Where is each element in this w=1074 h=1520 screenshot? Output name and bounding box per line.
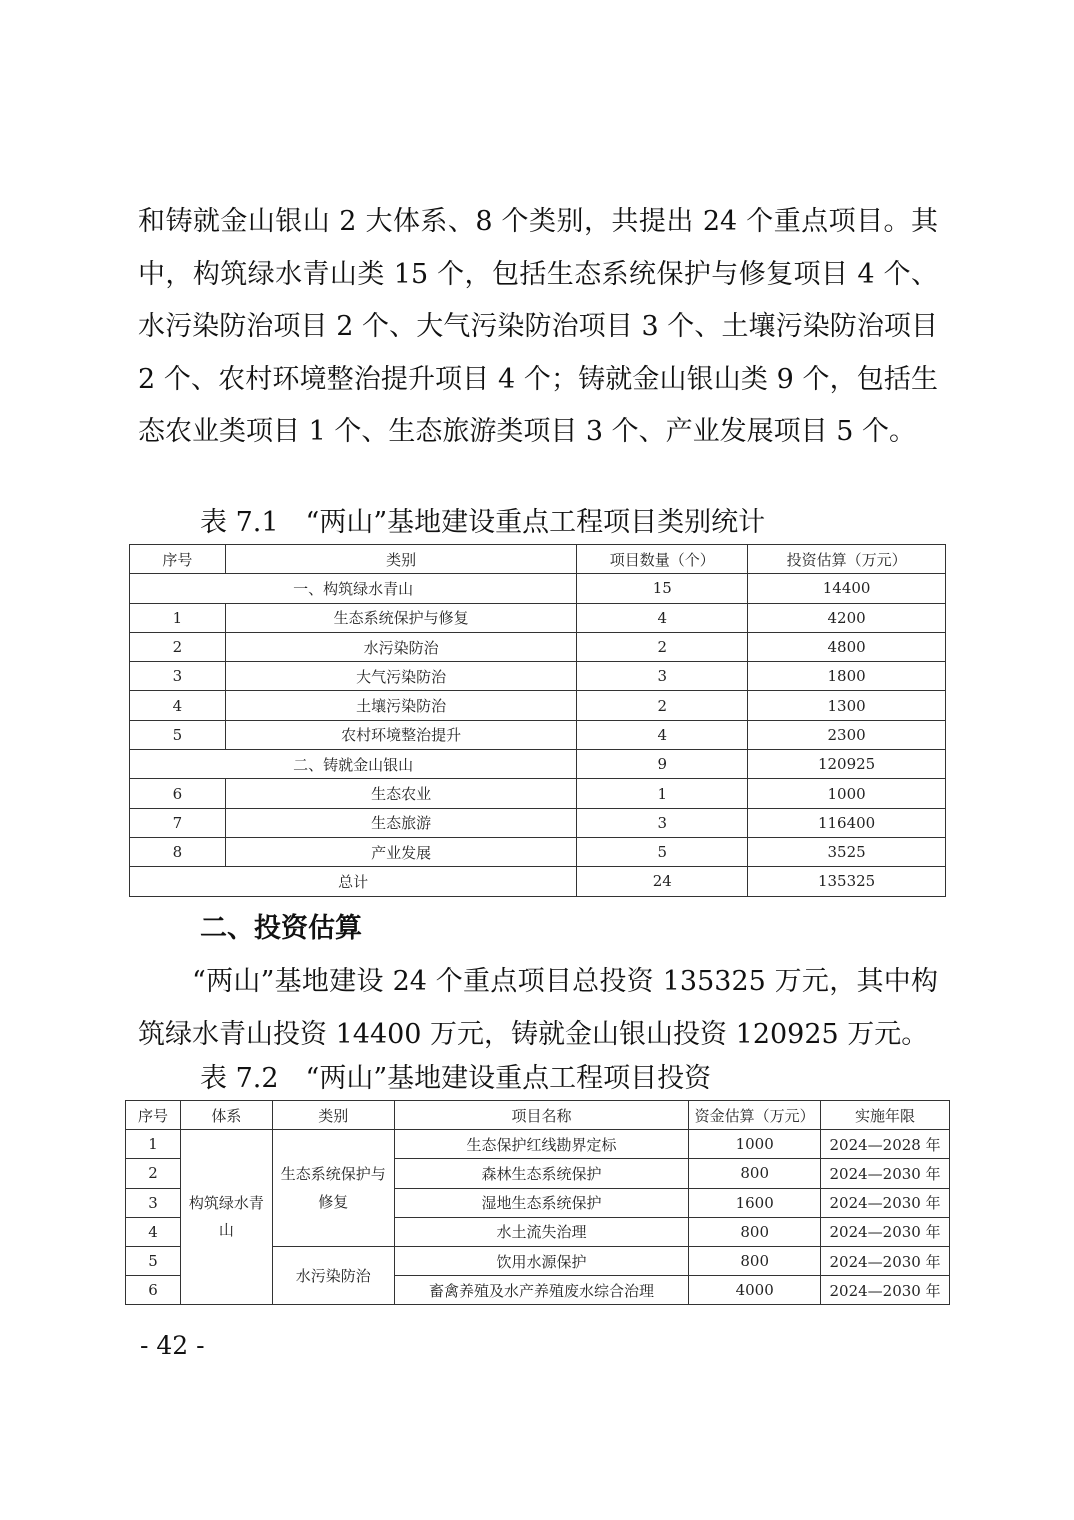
row-count: 2 [577, 632, 748, 661]
project-fund: 800 [689, 1159, 821, 1188]
page-number: - 42 - [140, 1331, 205, 1360]
table-row [130, 837, 946, 866]
row-no: 3 [126, 1188, 181, 1217]
header-cell: 体系 [180, 1101, 272, 1130]
investment-paragraph: “两山”基地建设 24 个重点项目总投资 135325 万元，其中构筑绿水青山投资 14400 万元，铸就金山银山投资 120925 万元。 [138, 966, 938, 1050]
header-cell: 序号 [126, 1101, 181, 1130]
row-category: 土壤污染防治 [225, 691, 577, 720]
row-count: 3 [577, 662, 748, 691]
row-no: 7 [130, 808, 226, 837]
header-cell: 类别 [272, 1101, 394, 1130]
table2-caption: 表 7.2 “两山”基地建设重点工程项目投资 [200, 1063, 712, 1094]
row-invest: 116400 [748, 808, 946, 837]
row-category: 农村环境整治提升 [225, 720, 577, 749]
group-row [130, 750, 946, 779]
project-investment-table [125, 1100, 950, 1305]
section-heading: 二、投资估算 [200, 913, 362, 944]
project-name: 生态保护红线勘界定标 [394, 1130, 689, 1159]
group-label: 一、构筑绿水青山 [130, 574, 577, 603]
row-category: 产业发展 [225, 837, 577, 866]
row-category: 生态旅游 [225, 808, 577, 837]
row-invest: 2300 [748, 720, 946, 749]
project-fund: 4000 [689, 1276, 821, 1305]
group-label: 二、铸就金山银山 [130, 750, 577, 779]
header-cell: 项目名称 [394, 1101, 689, 1130]
group-invest: 120925 [748, 750, 946, 779]
row-count: 4 [577, 603, 748, 632]
row-invest: 3525 [748, 837, 946, 866]
category-cell: 生态系统保护与修复 [272, 1130, 394, 1247]
table-header-row [130, 545, 946, 574]
row-no: 4 [130, 691, 226, 720]
project-name: 畜禽养殖及水产养殖废水综合治理 [394, 1276, 689, 1305]
table-row [130, 808, 946, 837]
row-invest: 4200 [748, 603, 946, 632]
group-invest: 14400 [748, 574, 946, 603]
row-count: 5 [577, 837, 748, 866]
table-row [130, 632, 946, 661]
table-row [130, 779, 946, 808]
total-row [130, 867, 946, 896]
project-fund: 800 [689, 1217, 821, 1246]
project-period: 2024—2030 年 [821, 1217, 950, 1246]
row-category: 大气污染防治 [225, 662, 577, 691]
project-period: 2024—2030 年 [821, 1159, 950, 1188]
category-stats-table [129, 544, 946, 897]
row-no: 2 [130, 632, 226, 661]
category-cell: 水污染防治 [272, 1246, 394, 1304]
table-row [130, 691, 946, 720]
row-invest: 4800 [748, 632, 946, 661]
row-count: 4 [577, 720, 748, 749]
row-count: 3 [577, 808, 748, 837]
total-count: 24 [577, 867, 748, 896]
row-invest: 1300 [748, 691, 946, 720]
header-cell: 类别 [225, 545, 577, 574]
group-row [130, 574, 946, 603]
project-name: 饮用水源保护 [394, 1246, 689, 1275]
row-invest: 1800 [748, 662, 946, 691]
project-fund: 1000 [689, 1130, 821, 1159]
intro-paragraph: 和铸就金山银山 2 大体系、8 个类别，共提出 24 个重点项目。其中，构筑绿水青山类 15 个，包括生态系统保护与修复项目 4 个、水污染防治项目 2 个、大气污染防治项目 3 个、土壤污染防治项目 2 个、农村环境整治提升项目 4 个；铸就金山银山类 9 个，包括生态农业类项目 1 个、生态旅游类项目 3 个、产业发展项目 5 个。 [138, 206, 938, 448]
table-row [130, 603, 946, 632]
row-no: 5 [126, 1246, 181, 1275]
group-count: 9 [577, 750, 748, 779]
row-no: 6 [130, 779, 226, 808]
row-no: 3 [130, 662, 226, 691]
row-no: 5 [130, 720, 226, 749]
system-cell: 构筑绿水青山 [180, 1130, 272, 1305]
row-category: 生态系统保护与修复 [225, 603, 577, 632]
project-fund: 800 [689, 1246, 821, 1275]
project-name: 森林生态系统保护 [394, 1159, 689, 1188]
header-cell: 投资估算（万元） [748, 545, 946, 574]
row-no: 8 [130, 837, 226, 866]
table1-caption: 表 7.1 “两山”基地建设重点工程项目类别统计 [200, 507, 766, 538]
row-no: 6 [126, 1276, 181, 1305]
table-row [130, 662, 946, 691]
row-category: 水污染防治 [225, 632, 577, 661]
total-invest: 135325 [748, 867, 946, 896]
header-cell: 项目数量（个） [577, 545, 748, 574]
total-label: 总计 [130, 867, 577, 896]
row-category: 生态农业 [225, 779, 577, 808]
project-period: 2024—2030 年 [821, 1246, 950, 1275]
header-cell: 实施年限 [821, 1101, 950, 1130]
header-cell: 序号 [130, 545, 226, 574]
row-count: 2 [577, 691, 748, 720]
project-period: 2024—2028 年 [821, 1130, 950, 1159]
table-header-row [126, 1101, 950, 1130]
row-no: 4 [126, 1217, 181, 1246]
row-no: 2 [126, 1159, 181, 1188]
row-invest: 1000 [748, 779, 946, 808]
project-period: 2024—2030 年 [821, 1188, 950, 1217]
table-row [126, 1130, 950, 1159]
group-count: 15 [577, 574, 748, 603]
row-no: 1 [130, 603, 226, 632]
table-row [130, 720, 946, 749]
row-no: 1 [126, 1130, 181, 1159]
project-period: 2024—2030 年 [821, 1276, 950, 1305]
row-count: 1 [577, 779, 748, 808]
header-cell: 资金估算（万元） [689, 1101, 821, 1130]
project-name: 水土流失治理 [394, 1217, 689, 1246]
project-fund: 1600 [689, 1188, 821, 1217]
project-name: 湿地生态系统保护 [394, 1188, 689, 1217]
